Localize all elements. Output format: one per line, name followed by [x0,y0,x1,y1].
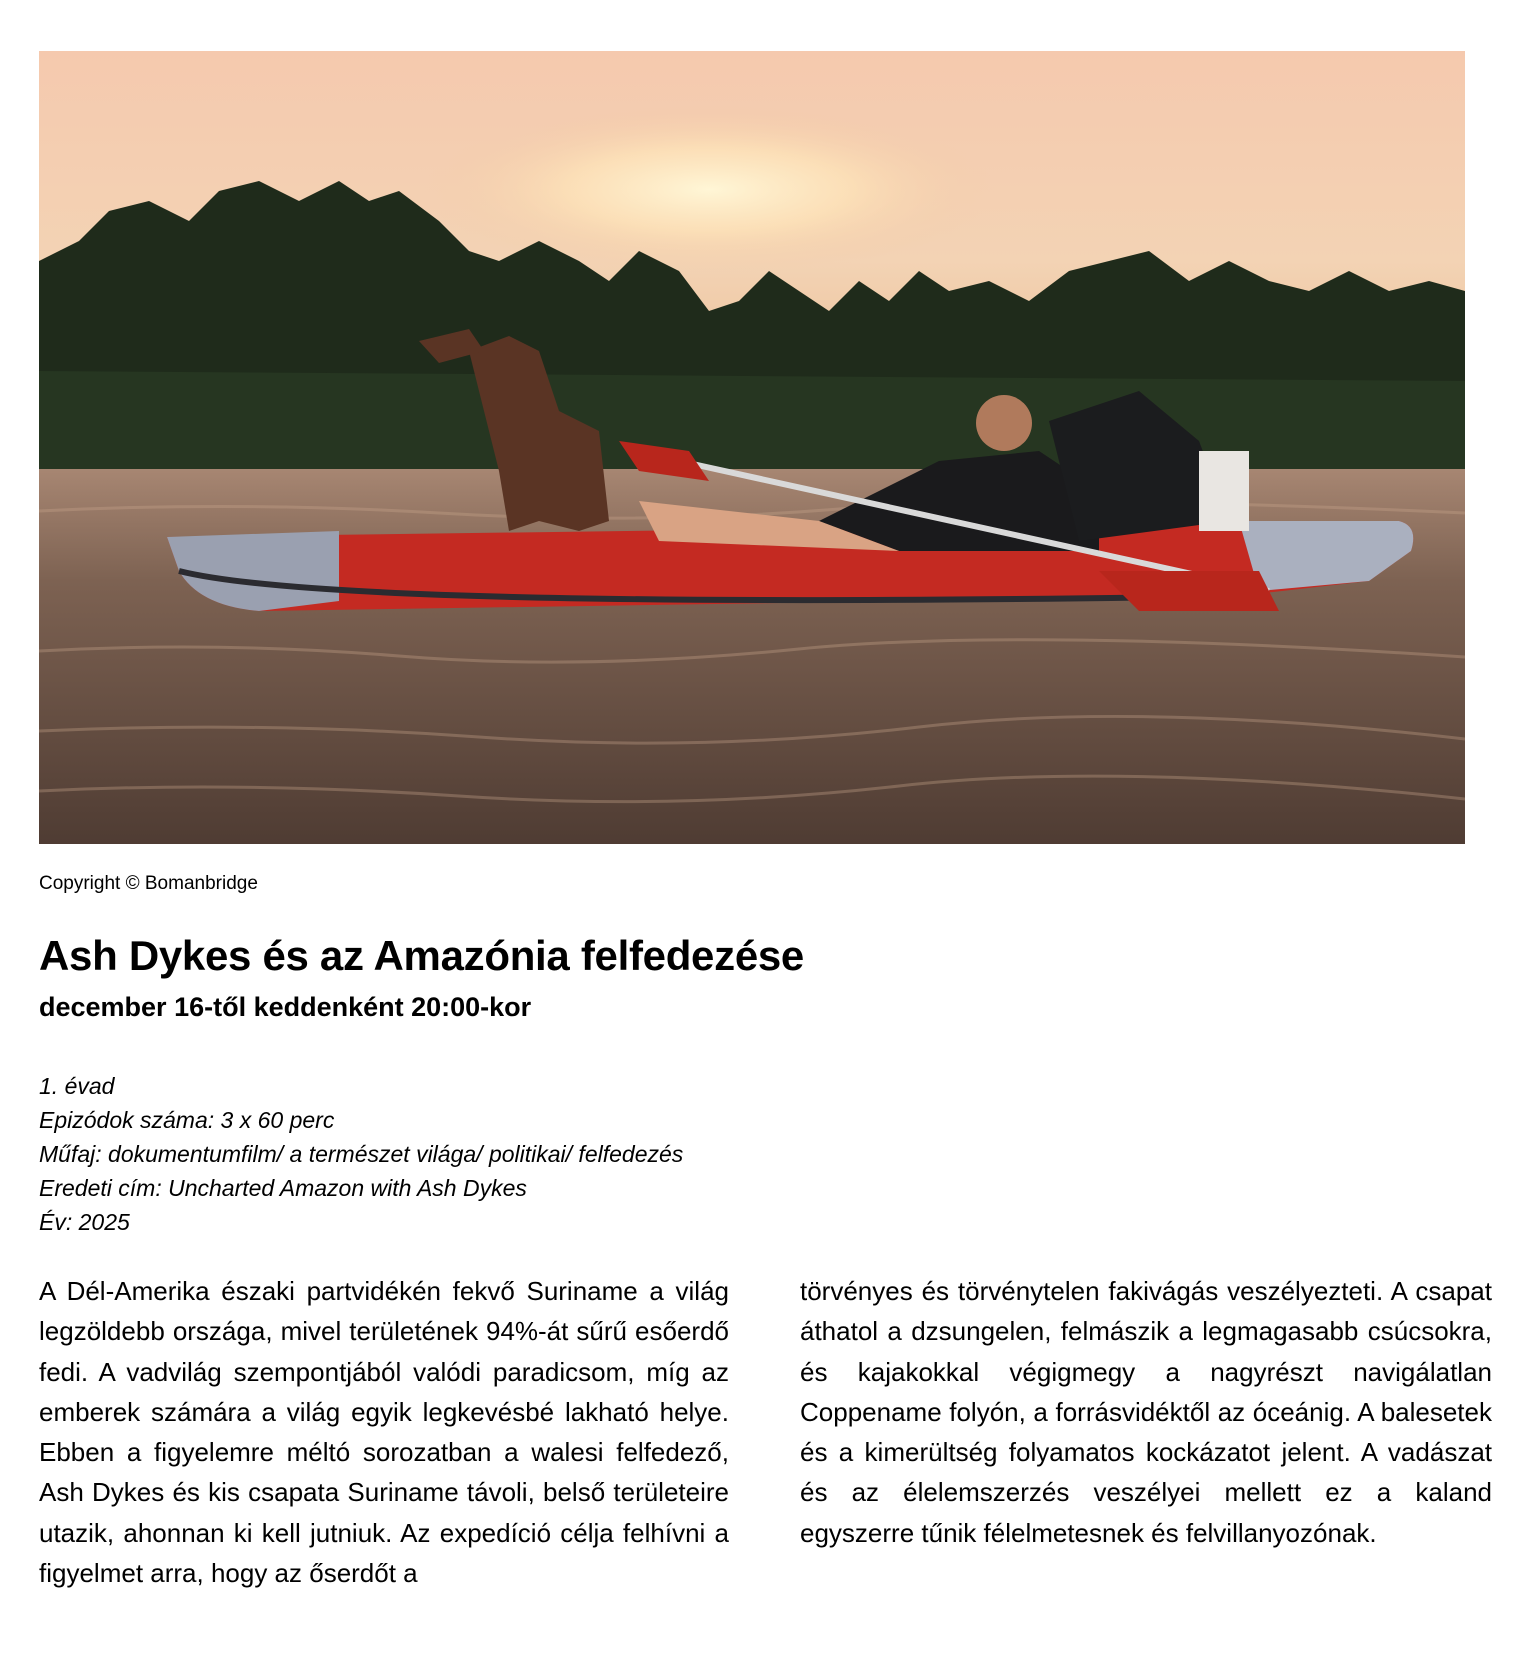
program-details [39,1069,683,1239]
original-title-line: Eredeti cím: Uncharted Amazon with Ash Dykes [39,1175,527,1201]
photo-copyright: Copyright © Bomanbridge [39,873,258,894]
season-line: 1. évad [39,1073,115,1099]
genre-line: Műfaj: dokumentumfilm/ a természet világa/ politikai/ felfedezés [39,1141,684,1167]
broadcast-schedule: december 16-től keddenként 20:00-kor [39,992,532,1022]
body-text-right-column: törvényes és törvénytelen fakivágás veszélyezteti. A csapat áthatol a dzsungelen, felmászik a legmagasabb csúcsokra, és kajakokkal végigmegy a nagyrészt navigálatlan Coppename folyón, a forrásvidéktől az óceánig. A balesetek és a kimerültség folyamatos kockázatot jelent. A vadászat és az élelemszerzés veszélyei mellett ez a kaland egyszerre tűnik félelmetesnek és felvillanyozónak. [800,1276,1492,1548]
kayak-photo-icon [39,51,1465,844]
year-line: Év: 2025 [39,1209,130,1235]
episodes-line: Epizódok száma: 3 x 60 perc [39,1107,335,1133]
header-photo [39,51,1465,844]
page-title: Ash Dykes és az Amazónia felfedezése [39,932,804,979]
body-text-left-column: A Dél-Amerika északi partvidékén fekvő Suriname a világ legzöldebb országa, mivel területének 94%-át sűrű esőerdő fedi. A vadvilág szempontjából valódi paradicsom, míg az emberek számára a világ egyik legkevésbé lakható helye. Ebben a figyelemre méltó sorozatban a walesi felfedező, Ash Dykes és kis csapata Suriname távoli, belső területeire utazik, ahonnan ki kell jutniuk. Az expedíció célja felhívni a figyelmet arra, hogy az őserdőt a [39,1276,729,1589]
